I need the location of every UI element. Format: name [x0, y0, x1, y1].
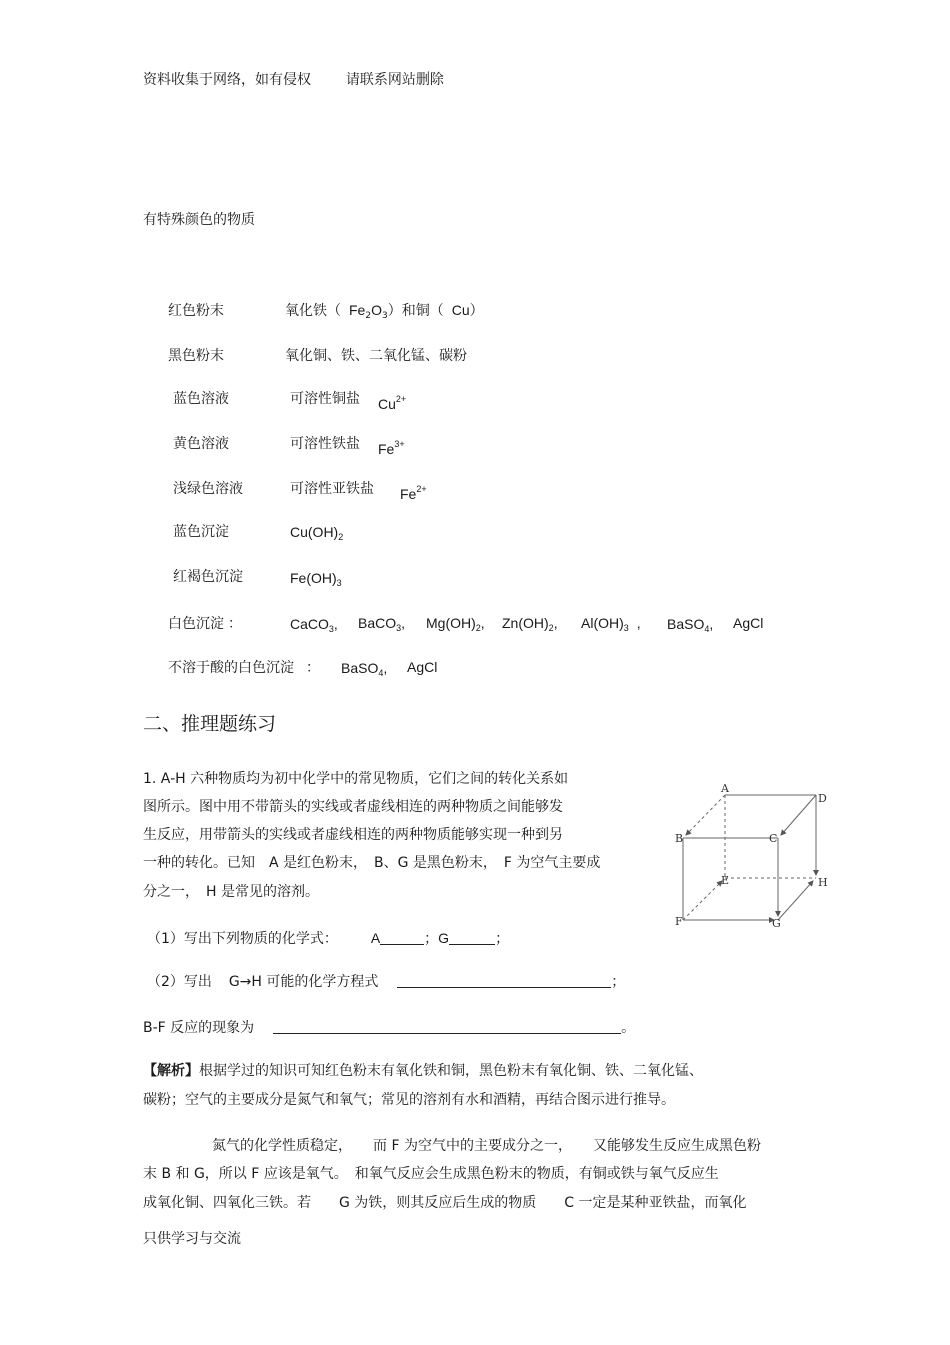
edge-a-b	[686, 795, 725, 835]
separator: 。	[621, 1020, 636, 1036]
paragraph-line: 氮气的化学性质稳定， 而 F 为空气中的主要成分之一， 又能够发生反应生成黑色粉	[212, 1138, 761, 1154]
problem-line: 生反应，用带箭头的实线或者虚线相连的两种物质能够实现一种到另	[143, 827, 563, 843]
analysis-text: 根据学过的知识可知红色粉末有氧化铁和铜，黑色粉末有氧化铜、铁、二氧化锰、	[199, 1063, 703, 1079]
answer-blank-a[interactable]	[380, 930, 424, 945]
answer-label-a: A	[370, 930, 381, 946]
formula-text: Mg(OH)	[426, 615, 476, 631]
question-1	[147, 928, 509, 949]
answer-blank-phenomenon[interactable]	[273, 1019, 621, 1034]
separator: ,	[480, 615, 485, 631]
formula-fe: Fe	[349, 302, 366, 318]
formula-text: Zn(OH)	[502, 615, 549, 631]
white-precip-item	[358, 613, 405, 638]
row-label	[168, 614, 242, 634]
ion-charge: 2+	[416, 484, 427, 494]
header-note-part1: 资料收集于网络，如有侵权	[143, 72, 311, 88]
row-label: 红褐色沉淀	[173, 569, 243, 585]
node-label-e: E	[721, 874, 730, 887]
value-text: ）	[469, 303, 484, 319]
section-heading-inference: 二、推理题练习	[143, 713, 277, 735]
ion-charge: 3+	[394, 439, 405, 449]
question-2-prompt: （2）写出	[147, 974, 212, 990]
paragraph-line: 成氧化铜、四氧化三铁。若 G 为铁，则其反应后生成的物质 C 一定是某种亚铁盐，而氧化	[143, 1195, 747, 1211]
subscript: 3	[623, 623, 629, 633]
formula-o: O	[371, 302, 382, 318]
analysis-line-1	[143, 1061, 703, 1081]
answer-blank-equation[interactable]	[397, 973, 611, 988]
formula-text: CaCO	[290, 616, 329, 632]
header-note	[143, 70, 444, 90]
relation-cube-diagram	[668, 780, 833, 930]
subscript: 2	[365, 311, 372, 321]
ion-symbol: Fe	[400, 486, 417, 502]
white-precip-item	[733, 613, 763, 633]
row-value: 可溶性亚铁盐	[290, 481, 374, 497]
paragraph-line: 末 B 和 G，所以 F 应该是氧气。 和氧气反应会生成黑色粉末的物质，有铜或铁与氧气反应生	[143, 1166, 719, 1182]
node-label-f: F	[675, 915, 683, 928]
ion-symbol: Cu	[378, 396, 396, 412]
analysis-line-2: 碳粉；空气的主要成分是氮气和氧气；常见的溶剂有水和酒精，再结合图示进行推导。	[143, 1092, 675, 1108]
separator: ；	[611, 974, 626, 990]
section-title-colors: 有特殊颜色的物质	[143, 212, 255, 228]
subscript: 4	[704, 624, 710, 634]
formula-text: AgCl	[733, 615, 764, 631]
subscript: 2	[548, 623, 554, 633]
separator: ,	[636, 615, 641, 631]
row-value	[285, 300, 484, 326]
formula-text: AgCl	[407, 659, 438, 675]
separator: ；	[495, 931, 510, 947]
problem-line: 图所示。图中用不带箭头的实线或者虚线相连的两种物质之间能够发	[143, 799, 563, 815]
row-value: 可溶性铁盐	[290, 436, 360, 452]
value-text: ）和铜（	[387, 303, 444, 319]
white-precip-item	[426, 613, 485, 638]
formula-text: Al(OH)	[581, 615, 624, 631]
row-ion	[378, 434, 405, 459]
colon: ：	[228, 616, 242, 632]
subscript: 4	[378, 668, 384, 678]
header-note-part2: 请联系网站删除	[345, 72, 444, 88]
subscript: 2	[338, 532, 344, 542]
formula-text: BaSO	[667, 616, 705, 632]
question-2-reaction: G→H 可能的化学方程式	[228, 974, 379, 990]
problem-line: 1. A-H 六种物质均为初中化学中的常见物质，它们之间的转化关系如	[143, 771, 569, 787]
row-label: 红色粉末	[168, 303, 224, 319]
edge-g-h	[778, 881, 813, 920]
row-ion	[400, 479, 427, 504]
edge-f-e	[683, 881, 722, 920]
row-label: 浅绿色溶液	[173, 481, 243, 497]
formula-cu: Cu	[451, 302, 470, 318]
subscript: 3	[396, 623, 402, 633]
insoluble-item	[341, 658, 387, 683]
separator: ；	[424, 931, 439, 947]
row-value: 氧化铜、铁、二氧化锰、碳粉	[285, 348, 467, 364]
answer-blank-g[interactable]	[449, 930, 495, 945]
white-precip-item	[667, 614, 713, 639]
node-label-g: G	[772, 917, 781, 930]
question-3	[143, 1018, 635, 1038]
row-label: 蓝色溶液	[173, 391, 229, 407]
row-label	[168, 658, 320, 678]
formula-text: Cu(OH)	[290, 524, 339, 540]
row-ion	[378, 389, 406, 414]
node-label-b: B	[675, 832, 684, 845]
question-1-prompt: （1）写出下列物质的化学式：	[147, 931, 338, 947]
white-precip-item	[290, 614, 338, 639]
formula-text: BaSO	[341, 660, 379, 676]
insoluble-label: 不溶于酸的白色沉淀	[168, 660, 294, 676]
question-2	[147, 972, 625, 992]
node-label-c: C	[769, 832, 778, 845]
white-precip-item	[502, 613, 558, 638]
question-3-prompt: B-F 反应的现象为	[143, 1020, 255, 1036]
colon: ：	[306, 660, 320, 676]
node-label-d: D	[818, 792, 827, 805]
problem-line: 分之一， H 是常见的溶剂。	[143, 884, 319, 900]
row-formula	[290, 522, 343, 547]
value-text: 氧化铁（	[285, 303, 341, 319]
insoluble-item	[407, 657, 437, 677]
row-formula	[290, 568, 342, 593]
separator: ,	[383, 660, 388, 676]
node-label-h: H	[818, 876, 828, 889]
ion-symbol: Fe	[378, 441, 395, 457]
row-label: 蓝色沉淀	[173, 524, 229, 540]
ion-charge: 2+	[395, 394, 407, 404]
row-label: 黑色粉末	[168, 348, 224, 364]
edge-d-c	[781, 795, 816, 835]
node-label-a: A	[721, 782, 729, 795]
analysis-tag: 【解析】	[143, 1063, 199, 1079]
subscript: 3	[381, 311, 388, 321]
separator: ,	[709, 616, 714, 632]
subscript: 2	[475, 623, 481, 633]
answer-label-g: G	[438, 930, 450, 946]
subscript: 3	[328, 624, 334, 634]
row-label: 黄色溶液	[173, 436, 229, 452]
row-value: 可溶性铜盐	[290, 391, 360, 407]
formula-text: Fe(OH)	[290, 570, 337, 586]
separator: ,	[401, 615, 406, 631]
footer-note: 只供学习与交流	[143, 1231, 241, 1247]
separator: ,	[333, 616, 338, 632]
separator: ,	[553, 615, 558, 631]
white-precip-item	[581, 613, 641, 638]
subscript: 3	[336, 578, 342, 588]
formula-text: BaCO	[358, 615, 397, 631]
white-precip-label: 白色沉淀	[168, 616, 224, 632]
problem-line: 一种的转化。已知 A 是红色粉末， B、G 是黑色粉末， F 为空气主要成	[143, 855, 601, 871]
